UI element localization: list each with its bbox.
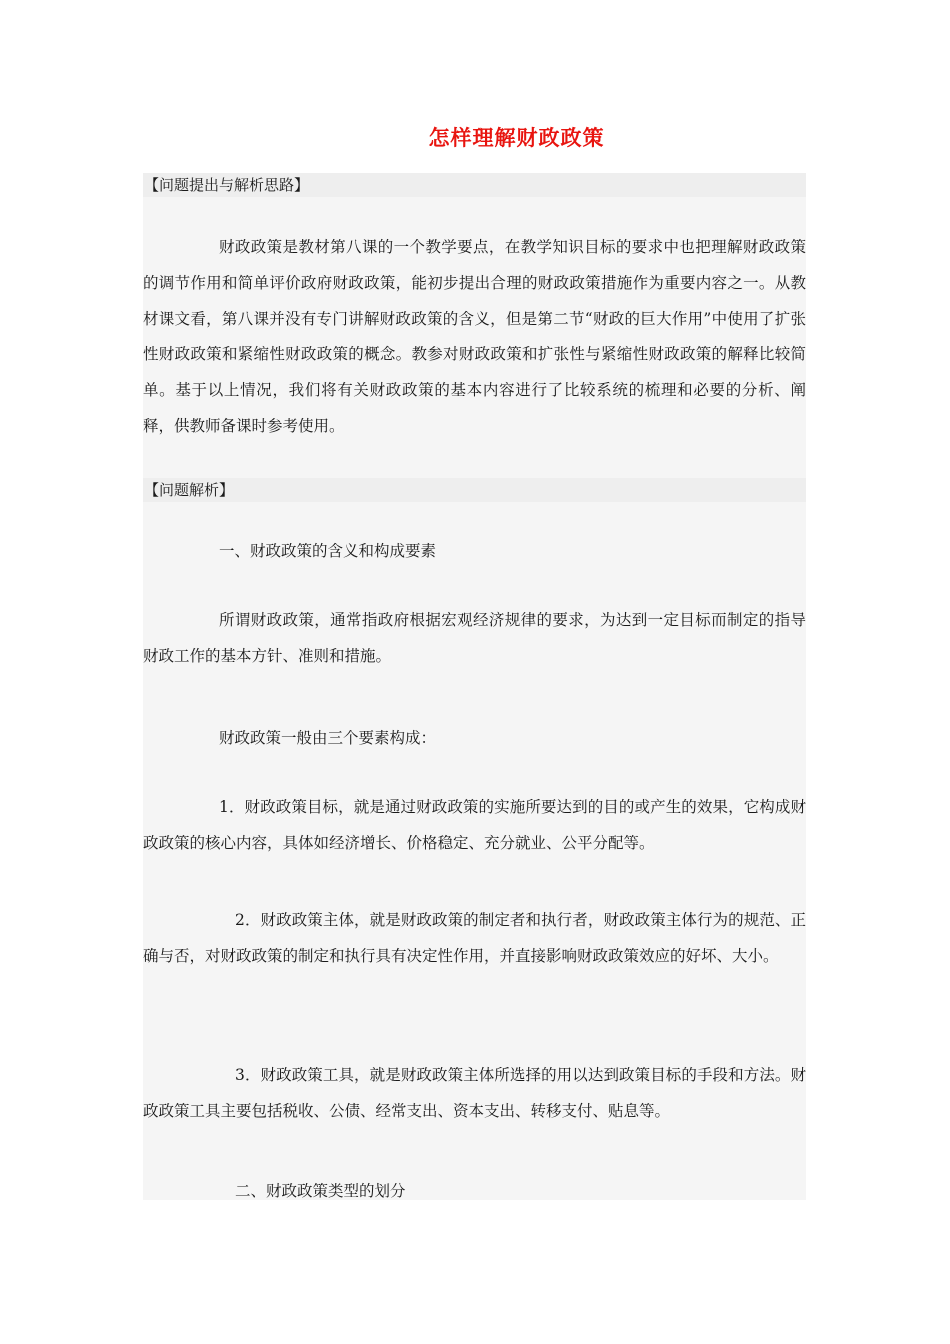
- element-1-paragraph: 1．财政政策目标，就是通过财政政策的实施所要达到的目的或产生的效果，它构成财政政策的核心内容，具体如经济增长、价格稳定、充分就业、公平分配等。: [143, 798, 806, 852]
- part1-heading: 一、财政政策的含义和构成要素: [219, 542, 437, 560]
- section-heading-problem: 【问题提出与解析思路】: [143, 173, 806, 197]
- document-body: [143, 173, 806, 1200]
- intro-paragraph: 财政政策是教材第八课的一个教学要点，在教学知识目标的要求中也把理解财政政策的调节作用和简单评价政府财政政策，能初步提出合理的财政政策措施作为重要内容之一。从教材课文看，第八课并没有专门讲解财政政策的含义，但是第二节“财政的巨大作用”中使用了扩张性财政政策和紧缩性财政政策的概念。教参对财政政策和扩张性与紧缩性财政政策的解释比较简单。基于以上情况，我们将有关财政政策的基本内容进行了比较系统的梳理和必要的分析、阐释，供教师备课时参考使用。: [143, 238, 806, 435]
- element-2-paragraph: 2．财政政策主体，就是财政政策的制定者和执行者，财政政策主体行为的规范、正确与否，对财政政策的制定和执行具有决定性作用，并直接影响财政政策效应的好坏、大小。: [143, 911, 806, 965]
- document-title: 怎样理解财政政策: [428, 126, 605, 150]
- section-heading-analysis: 【问题解析】: [143, 478, 806, 502]
- elements-intro: 财政政策一般由三个要素构成：: [219, 729, 437, 747]
- element-3-paragraph: 3．财政政策工具，就是财政政策主体所选择的用以达到政策目标的手段和方法。财政政策工具主要包括税收、公债、经常支出、资本支出、转移支付、贴息等。: [143, 1066, 806, 1120]
- definition-paragraph: 所谓财政政策，通常指政府根据宏观经济规律的要求，为达到一定目标而制定的指导财政工作的基本方针、准则和措施。: [143, 611, 806, 665]
- part2-heading: 二、财政政策类型的划分: [235, 1182, 406, 1200]
